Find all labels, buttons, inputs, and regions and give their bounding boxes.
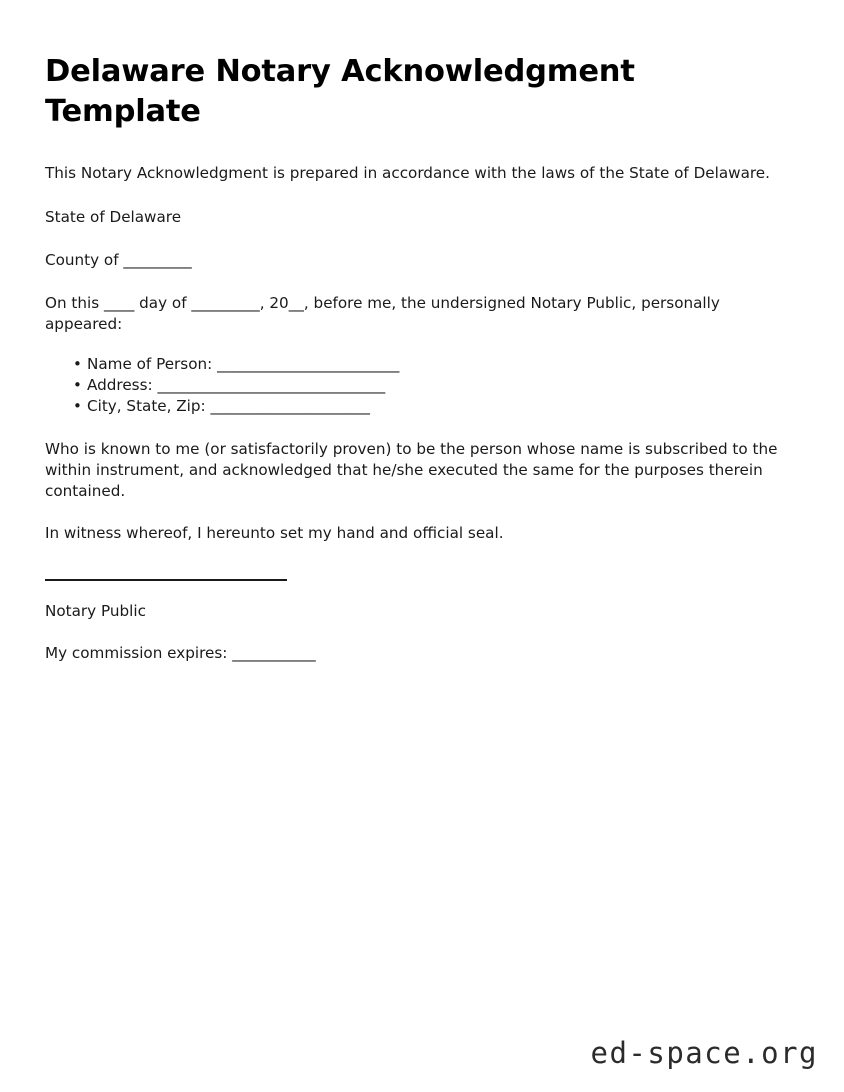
site-watermark: ed-space.org [590,1036,818,1070]
notary-public-label: Notary Public [45,601,146,620]
list-item [87,375,797,396]
field-label: City, State, Zip: [87,396,206,415]
field-label: Name of Person: [87,354,213,373]
page-title: Delaware Notary Acknowledgment Template [45,54,635,129]
signature-line [45,579,287,581]
field-blank: _____________________ [210,396,370,415]
document-content [45,52,797,664]
list-item [87,354,797,375]
field-blank: ________________________ [217,354,400,373]
field-blank: ______________________________ [157,375,386,394]
state-line: State of Delaware [45,207,182,226]
acknowledgment-paragraph: Who is known to me (or satisfactorily proven) to be the person whose name is subscribed to the within instrument, and acknowledged that he/she executed the same for the purposes therein contained. [45,439,778,501]
county-line: County of _________ [45,250,192,269]
intro-paragraph: This Notary Acknowledgment is prepared in accordance with the laws of the State of Delaware. [45,164,770,183]
commission-expires-line: My commission expires: ___________ [45,644,316,662]
witness-paragraph: In witness whereof, I hereunto set my hand and official seal. [45,524,504,543]
list-item [87,396,797,417]
date-appearance-line: On this ____ day of _________, 20__, before me, the undersigned Notary Public, personally appeared: [45,294,720,334]
field-label: Address: [87,375,153,394]
appearer-field-list [45,354,797,417]
